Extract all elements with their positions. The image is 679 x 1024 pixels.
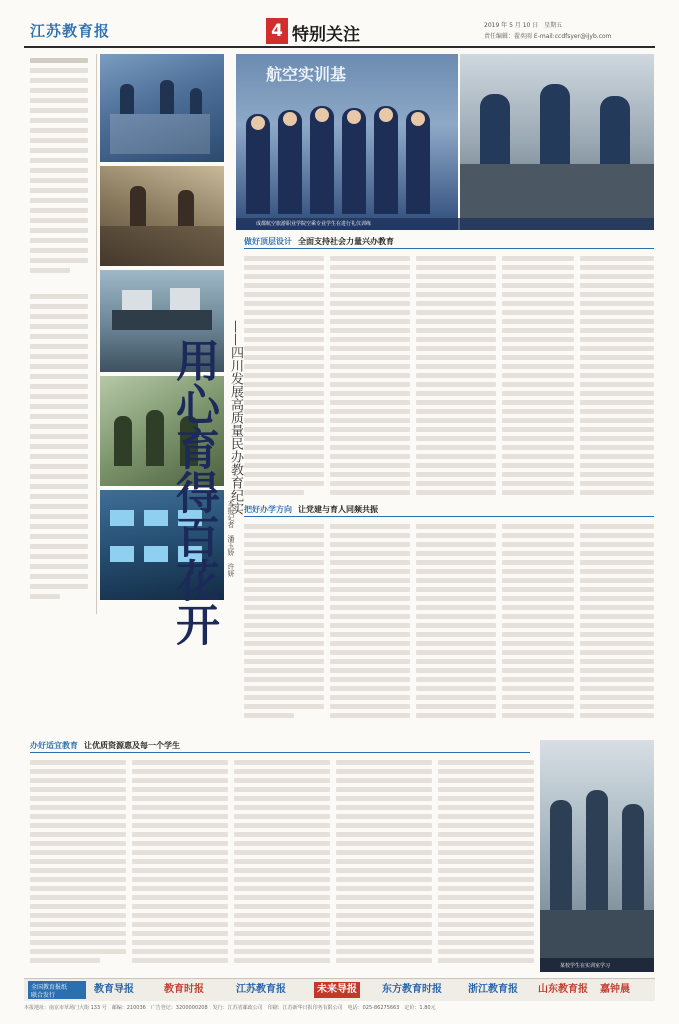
article-column-2d [502,522,574,727]
editor-line: 责任编辑：翟奕雨 E-mail:ccdfsyer@ijyb.com [484,33,612,40]
article-column-3c [234,758,330,968]
footer-paper-3[interactable]: 江苏教育报 [236,984,286,995]
article-column-1e [580,254,654,499]
column-divider [96,54,97,614]
photo-classroom-1 [100,54,224,162]
photo-classroom-right [460,54,654,230]
section-rule-1 [244,248,654,249]
article-column-2b [330,522,410,727]
article-column-1a [244,254,324,499]
footer-label [28,981,86,999]
section-title-3: 让优质资源惠及每一个学生 [84,741,180,750]
article-column-2e [580,522,654,727]
section-rule-3 [30,752,530,753]
aviation-sign: 航空实训基 [266,65,347,84]
article-column-3b [132,758,228,968]
header-rule [24,46,655,48]
photo-classroom-2 [100,166,224,266]
photo-aviation-training [236,54,458,230]
newspaper-logo: 江苏教育报 [30,22,111,40]
article-column-2a [244,522,324,727]
section-heading-3 [30,740,180,751]
masthead [24,18,644,46]
article-column-1b [330,254,410,499]
section-tag-2: 把好办学方向 [244,505,292,514]
footer-paper-1[interactable]: 教育导报 [94,984,134,995]
footer-paper-4[interactable]: 未来导报 [314,982,360,998]
footer-label-top: 全国教育报纸 [31,984,68,991]
section-tag-3: 办好适宜教育 [30,741,78,750]
footer-paper-2[interactable]: 教育时报 [164,984,204,995]
byline: 本报记者 潘玉娇 许妍 [227,500,235,577]
footer-credit: 本报地址：南京市草场门大街 133 号 邮编：210036 广告登记：3200000208 发行：江苏省邮政公司 印刷：江苏新华日报印务有限公司 电话：025-86275663 定价：1.80元 [24,1005,436,1011]
bottom-photo-caption: 某校学生在实训室学习 [560,963,611,969]
article-column-1c [416,254,496,499]
footer-paper-5[interactable]: 东方教育时报 [382,984,442,995]
article-column-1d [502,254,574,499]
footer-paper-6[interactable]: 浙江教育报 [468,984,518,995]
date-line: 2019 年 5 月 10 日 星期五 [484,22,563,29]
footer-label-bottom: 联合发行 [31,992,56,999]
top-photo-caption: 成都航空旅游职业学院空乘专业学生在进行礼仪训练 [256,221,372,227]
footer-paper-7[interactable]: 山东教育报 [538,984,588,995]
section-title-1: 全面支持社会力量兴办教育 [298,237,394,246]
article-column-3d [336,758,432,968]
article-column-3a [30,758,126,968]
editor-note-column [28,54,92,614]
section-heading-2 [244,504,378,515]
main-headline: 用心育得百花开 [168,338,219,646]
section-tag-1: 做好顶层设计 [244,237,292,246]
section-heading-1 [244,236,394,247]
page-title: 特别关注 [292,25,360,45]
article-column-2c [416,522,496,727]
footer-bar [24,978,655,1001]
article-column-3e [438,758,534,968]
sub-headline: ——四川发展高质量民办教育纪实 [228,320,243,515]
section-title-2: 让党建与育人同频共振 [298,505,378,514]
section-rule-2 [244,516,654,517]
footer-paper-8[interactable]: 嘉钟晨 [600,984,630,995]
photo-lab-students [540,740,654,972]
page-number: 4 [266,18,288,44]
